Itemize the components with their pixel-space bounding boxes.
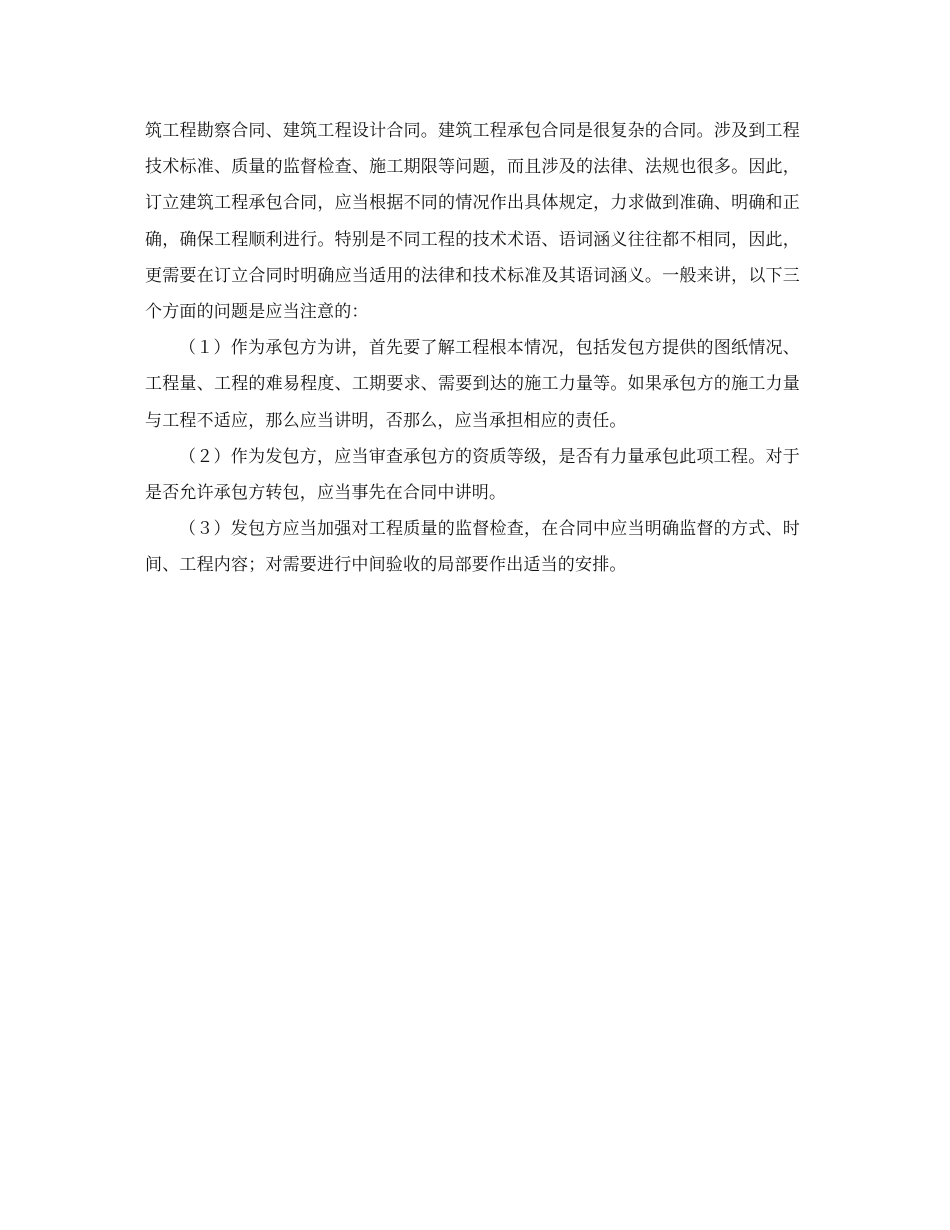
document-body (145, 113, 800, 584)
paragraph-item-1: （１）作为承包方为讲，首先要了解工程根本情况，包括发包方提供的图纸情况、工程量、工程的难易程度、工期要求、需要到达的施工力量等。如果承包方的施工力量与工程不适应，那么应当讲明，否那么，应当承担相应的责任。 (145, 338, 800, 431)
paragraph-item-2: （２）作为发包方，应当审查承包方的资质等级，是否有力量承包此项工程。对于是否允许承包方转包，应当事先在合同中讲明。 (145, 446, 800, 504)
paragraph-item-3: （３）发包方应当加强对工程质量的监督检查，在合同中应当明确监督的方式、时间、工程内容；对需要进行中间验收的局部要作出适当的安排。 (145, 519, 800, 576)
paragraph-intro: 筑工程勘察合同、建筑工程设计合同。建筑工程承包合同是很复杂的合同。涉及到工程技术标准、质量的监督检查、施工期限等问题，而且涉及的法律、法规也很多。因此，订立建筑工程承包合同，应当根据不同的情况作出具体规定，力求做到准确、明确和正确，确保工程顺利进行。特别是不同工程的技术术语、语词涵义往往都不相同，因此，更需要在订立合同时明确应当适用的法律和技术标准及其语词涵义。一般来讲，以下三个方面的问题是应当注意的： (145, 121, 800, 323)
